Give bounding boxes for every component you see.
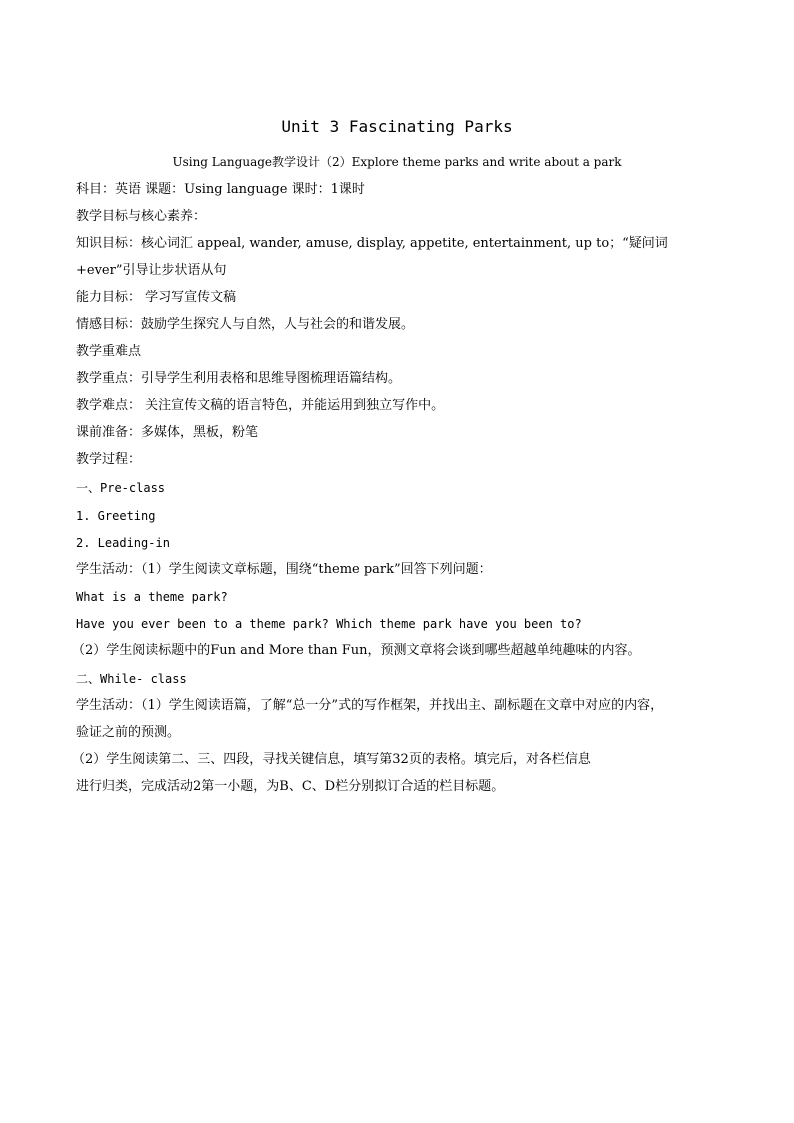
key-difficult-heading: 教学重难点	[76, 344, 142, 359]
document-subtitle: Using Language教学设计（2）Explore theme parks and write about a park	[172, 155, 622, 169]
course-info-line: 科目：英语 课题：Using language 课时：1课时	[76, 182, 365, 197]
emotion-objective: 情感目标：鼓励学生探究人与自然，人与社会的和谐发展。	[76, 317, 415, 332]
step-greeting: 1. Greeting	[76, 509, 156, 523]
objectives-heading: 教学目标与核心素养：	[76, 209, 207, 224]
question-2: Have you ever been to a theme park? Which theme park have you been to?	[76, 617, 582, 631]
process-heading: 教学过程：	[76, 452, 142, 467]
teaching-difficulty: 教学难点： 关注宣传文稿的语言特色，并能运用到独立写作中。	[76, 398, 445, 413]
ability-objective: 能力目标： 学习写宣传文稿	[76, 290, 237, 305]
while-activity-1-continued: 验证之前的预测。	[76, 725, 181, 740]
section-pre-class: 一、Pre-class	[76, 481, 166, 495]
student-activity-1: 学生活动：（1）学生阅读文章标题，围绕“theme park”回答下列问题：	[76, 562, 492, 577]
while-activity-2-continued: 进行归类，完成活动2第一小题，为B、C、D栏分别拟订合适的栏目标题。	[76, 779, 505, 794]
knowledge-objective-continued: +ever”引导让步状语从句	[76, 263, 227, 278]
preparation-line: 课前准备：多媒体，黑板，粉笔	[76, 425, 259, 440]
while-activity-2: （2）学生阅读第二、三、四段，寻找关键信息，填写第32页的表格。填完后，对各栏信息	[72, 752, 591, 767]
step-leading-in: 2. Leading-in	[76, 536, 170, 550]
section-while-class: 二、While- class	[76, 672, 187, 686]
while-activity-1: 学生活动：（1）学生阅读语篇，了解“总一分”式的写作框架，并找出主、副标题在文章中对应的内容，	[76, 698, 664, 713]
question-1: What is a theme park?	[76, 590, 228, 604]
document-title: Unit 3 Fascinating Parks	[281, 117, 513, 136]
knowledge-objective: 知识目标：核心词汇 appeal, wander, amuse, display, appetite, entertainment, up to；“疑问词	[76, 236, 668, 251]
teaching-focus: 教学重点：引导学生利用表格和思维导图梳理语篇结构。	[76, 371, 402, 386]
student-activity-2: （2）学生阅读标题中的Fun and More than Fun，预测文章将会谈到哪些超越单纯趣味的内容。	[72, 643, 641, 658]
